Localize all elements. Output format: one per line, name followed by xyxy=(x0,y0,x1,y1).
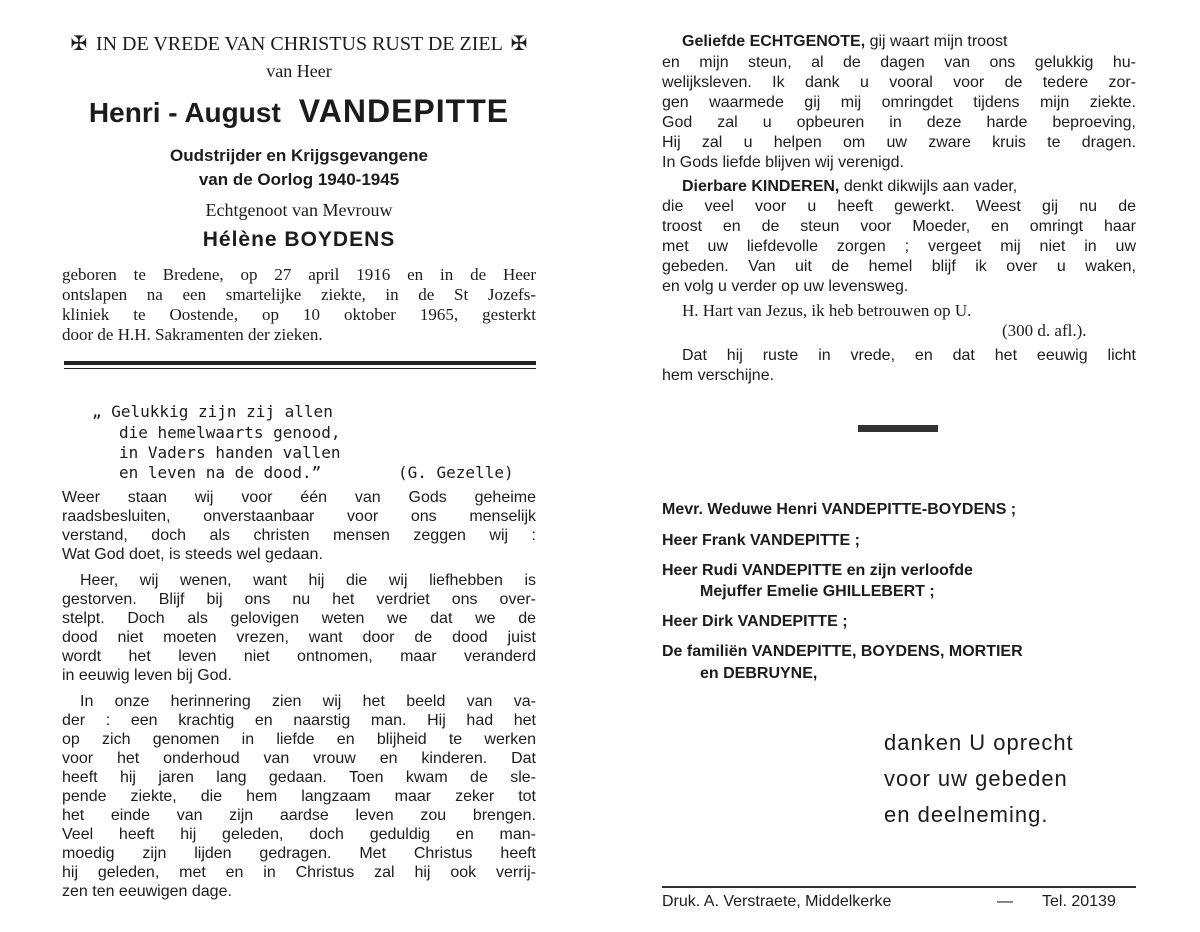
paragraph-line: Veel heeft hij geleden, doch geduldig en man- xyxy=(62,826,536,843)
paragraph-line: gestorven. Blijf bij ons nu het verdriet ons over- xyxy=(62,591,536,608)
paragraph-line: Wat God doet, is steeds wel gedaan. xyxy=(62,546,323,563)
surname: VANDEPITTE xyxy=(298,93,510,129)
kids-line: die veel voor u heeft gewerkt. Weest gij nu de xyxy=(662,198,1136,215)
family-line: Heer Rudi VANDEPITTE en zijn verloofde xyxy=(662,562,973,579)
wife-text: gij waart mijn troost xyxy=(865,33,1008,50)
paragraph-line: het einde van zijn aardse leven zou brengen. xyxy=(62,807,536,824)
paragraph-line: in eeuwig leven bij God. xyxy=(62,667,232,684)
kids-line: met uw liefdevolle zorgen ; vergeet mij niet in uw xyxy=(662,238,1136,255)
family-line: De familiën VANDEPITTE, BOYDENS, MORTIER xyxy=(662,643,1023,660)
bio-line: kliniek te Oostende, op 10 oktober 1965, gesterkt xyxy=(62,305,536,324)
kids-first-line xyxy=(662,178,1136,196)
deceased-name xyxy=(60,93,538,130)
kids-text: denkt dikwijls aan vader, xyxy=(839,178,1018,195)
wife-line: Hij zal u helpen om uw zware kruis te dragen. xyxy=(662,134,1136,151)
spouse-intro: Echtgenoot van Mevrouw xyxy=(205,200,393,220)
indulgence-note: (300 d. afl.). xyxy=(1002,321,1087,340)
family-line: Heer Frank VANDEPITTE ; xyxy=(662,532,860,549)
cross-icon: ✠ xyxy=(70,33,88,55)
poem-line: in Vaders handen vallen xyxy=(119,443,341,462)
paragraph-line: op zich genomen in liefde en blijheid te werken xyxy=(62,731,536,748)
family-line: en DEBRUYNE, xyxy=(700,665,818,682)
family-line: Mejuffer Emelie GHILLEBERT ; xyxy=(700,583,935,600)
footer-divider xyxy=(662,886,1136,888)
header-line xyxy=(60,31,538,56)
first-names: Henri - August xyxy=(88,97,281,128)
paragraph-line: hij geleden, met en in Christus zal hij ook verrij- xyxy=(62,864,536,881)
divider-thick xyxy=(64,361,536,365)
bio-line: geboren te Bredene, op 27 april 1916 en in de Heer xyxy=(62,265,536,284)
paragraph-line: raadsbesluiten, onverstaanbaar voor ons menselijk xyxy=(62,508,536,525)
paragraph-line: voor het onderhoud van vrouw en kinderen. Dat xyxy=(62,750,536,767)
paragraph-line: heeft hij jaren lang gedaan. Toen kwam de sle- xyxy=(62,769,536,786)
poem-credit: (G. Gezelle) xyxy=(398,463,514,482)
paragraph-line: zen ten eeuwigen dage. xyxy=(62,883,232,900)
wife-line: en mijn steun, al de dagen van ons gelukkig hu- xyxy=(662,54,1136,71)
paragraph-line: stelpt. Doch als gelovigen weten we dat we de xyxy=(62,610,536,627)
kids-line: gebeden. Van uit de hemel blijf ik over u waken, xyxy=(662,258,1136,275)
closing-line: hem verschijne. xyxy=(662,367,775,384)
header-subline: van Heer xyxy=(266,61,332,81)
title-line-1: Oudstrijder en Krijgsgevangene xyxy=(170,146,428,165)
family-line: Mevr. Weduwe Henri VANDEPITTE-BOYDENS ; xyxy=(662,501,1017,518)
thanks-line: en deelneming. xyxy=(884,802,1049,827)
divider-thin xyxy=(64,368,536,369)
thanks-line: voor uw gebeden xyxy=(884,766,1068,791)
paragraph-line: wordt het leven niet ontnomen, maar veranderd xyxy=(62,648,536,665)
kids-line: troost en de steun voor Moeder, en omringt haar xyxy=(662,218,1136,235)
kids-heading: Dierbare KINDEREN, xyxy=(682,178,840,195)
paragraph-line: der : een krachtig en naarstig man. Hij had het xyxy=(62,712,536,729)
wife-line: welijksleven. Ik dank u vooral voor de tedere zor- xyxy=(662,74,1136,91)
poem-line: „ Gelukkig zijn zij allen xyxy=(92,402,333,421)
footer-dash: — xyxy=(997,893,1013,910)
printer-phone: Tel. 20139 xyxy=(1042,893,1116,910)
cross-icon: ✠ xyxy=(510,33,528,55)
paragraph-line: pende ziekte, die hem langzaam maar zeker tot xyxy=(62,788,536,805)
closing-line: Dat hij ruste in vrede, en dat het eeuwig licht xyxy=(682,347,1136,364)
paragraph-line: dood niet moeten vrezen, want door de dood juist xyxy=(62,629,536,646)
spouse-name: Hélène BOYDENS xyxy=(202,228,396,251)
kids-line: en volg u verder op uw levensweg. xyxy=(662,278,909,295)
family-line: Heer Dirk VANDEPITTE ; xyxy=(662,613,848,630)
right-card xyxy=(600,0,1200,932)
separator-bar xyxy=(858,425,938,432)
bio-line: ontslapen na een smartelijke ziekte, in de St Jozefs- xyxy=(62,285,536,304)
bio-line: door de H.H. Sakramenten der zieken. xyxy=(62,325,323,344)
wife-heading: Geliefde ECHTGENOTE, xyxy=(682,33,866,50)
paragraph-line: Weer staan wij voor één van Gods geheime xyxy=(62,489,536,506)
poem-line: en leven na de dood.” xyxy=(119,463,322,482)
paragraph-line: Heer, wij wenen, want hij die wij liefhebben is xyxy=(80,572,536,589)
paragraph-line: verstand, doch als christen mensen zeggen wij : xyxy=(62,527,536,544)
wife-first-line xyxy=(662,33,1136,51)
wife-line: God zal u opbeuren in deze harde beproeving, xyxy=(662,114,1136,131)
paragraph-line: moedig zijn lijden gedragen. Met Christus heeft xyxy=(62,845,536,862)
wife-line: In Gods liefde blijven wij verenigd. xyxy=(662,154,904,171)
thanks-line: danken U oprecht xyxy=(884,730,1074,755)
printer-name: Druk. A. Verstraete, Middelkerke xyxy=(662,893,892,910)
header-text: IN DE VREDE VAN CHRISTUS RUST DE ZIEL xyxy=(95,33,503,55)
prayer-line: H. Hart van Jezus, ik heb betrouwen op U. xyxy=(682,301,972,320)
poem-line: die hemelwaarts genood, xyxy=(119,423,341,442)
title-line-2: van de Oorlog 1940-1945 xyxy=(198,170,400,189)
wife-line: gen waarmede gij mij omringdet tijdens mijn ziekte. xyxy=(662,94,1136,111)
paragraph-line: In onze herinnering zien wij het beeld van va- xyxy=(80,693,536,710)
